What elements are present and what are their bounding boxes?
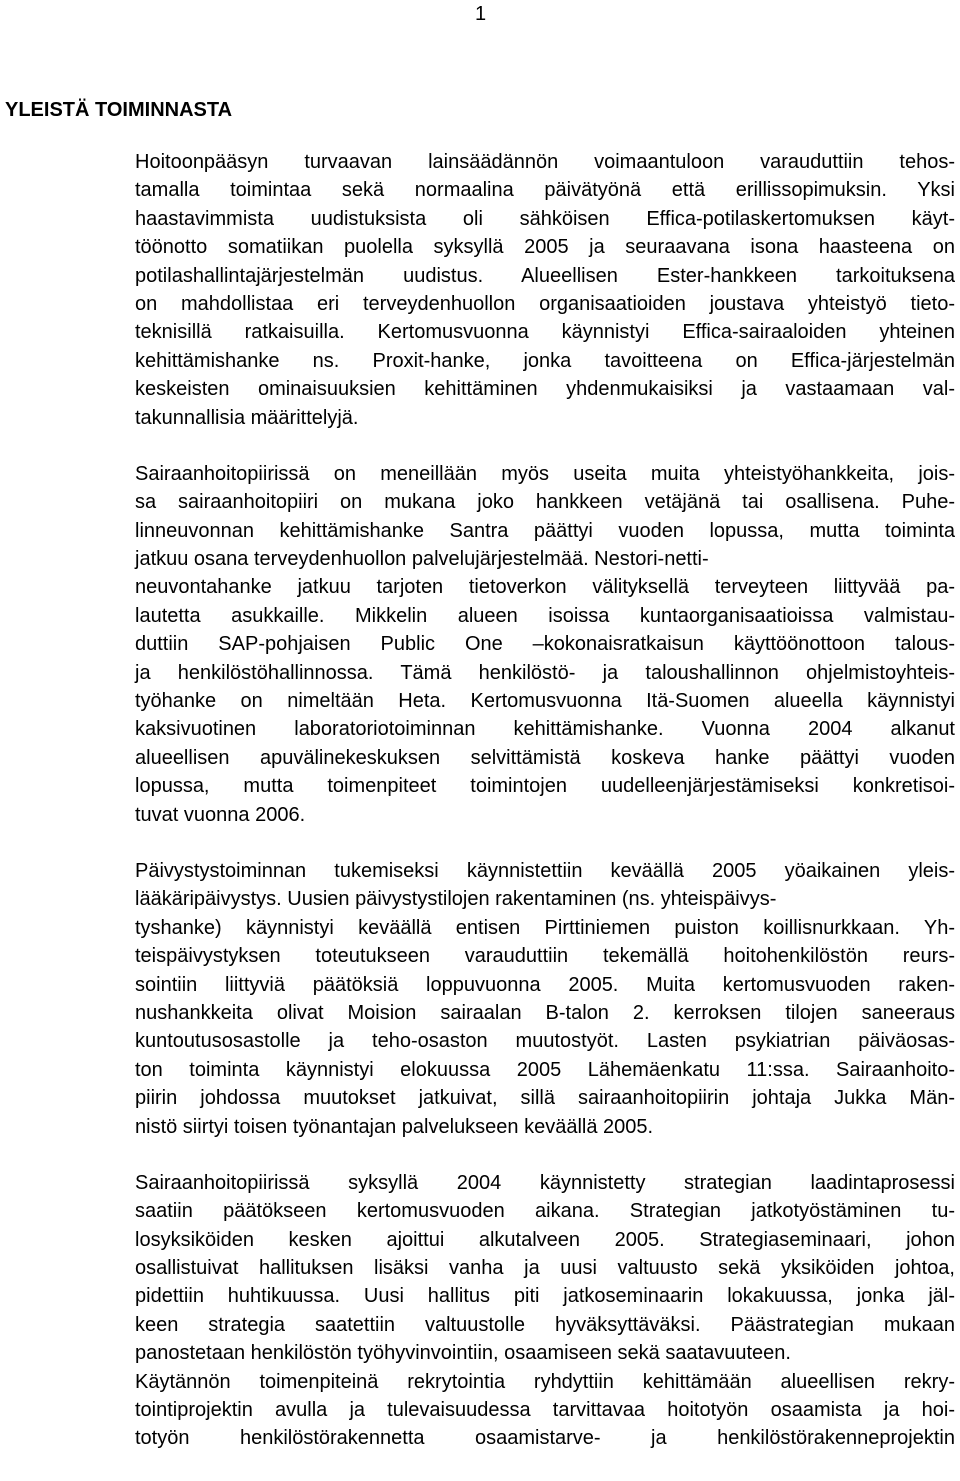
text-line: keskeisten ominaisuuksien kehittäminen yhdenmukaisiksi ja vastaamaan val- bbox=[135, 378, 955, 401]
text-line: lopussa, mutta toimenpiteet toimintojen uudelleenjärjestämiseksi konkretisoi- bbox=[135, 775, 955, 798]
paragraph-1 bbox=[135, 148, 955, 432]
section-heading: YLEISTÄ TOIMINNASTA bbox=[5, 99, 233, 121]
text-line: piirin johdossa muutokset jatkuivat, sillä sairaanhoitopiirin johtaja Jukka Män- bbox=[135, 1087, 955, 1110]
text-line: linneuvonnan kehittämishanke Santra päättyi vuoden lopussa, mutta toiminta bbox=[135, 519, 955, 542]
text-line: pidettiin huhtikuussa. Uusi hallitus piti jatkoseminaarin lokakuussa, jonka jäl- bbox=[135, 1285, 955, 1308]
paragraph-2 bbox=[135, 460, 955, 829]
text-line: nushankkeita olivat Moision sairaalan B-talon 2. kerroksen tilojen saneeraus bbox=[135, 1001, 955, 1024]
text-line: keen strategia saatettiin valtuustolle hyväksyttäväksi. Päästrategian mukaan bbox=[135, 1313, 955, 1336]
text-line: tointiprojektin avulla ja tulevaisuudessa tarvittavaa hoitotyön osaamista ja hoi- bbox=[135, 1399, 955, 1422]
text-line: tamalla toimintaa sekä normaalina päivätyönä että erillissopimuksin. Yksi bbox=[135, 179, 955, 202]
paragraph-4 bbox=[135, 1169, 955, 1453]
text-line: lääkäripäivystys. Uusien päivystystilojen rakentaminen (ns. yhteispäivys- bbox=[135, 888, 777, 911]
text-line: työhanke on nimeltään Heta. Kertomusvuonna Itä-Suomen alueella käynnistyi bbox=[135, 690, 955, 713]
text-line: töönotto somatiikan puolella syksyllä 2005 ja seuraavana isona haasteena on bbox=[135, 236, 955, 259]
text-line: takunnallisia määrittelyjä. bbox=[135, 406, 359, 429]
text-line: kuntoutusosastolle ja teho-osaston muutostyöt. Lasten psykiatrian päiväosas- bbox=[135, 1030, 955, 1053]
text-line: nistö siirtyi toisen työnantajan palvelukseen keväällä 2005. bbox=[135, 1115, 654, 1138]
text-line: tuvat vuonna 2006. bbox=[135, 803, 306, 826]
text-line: lautetta asukkaille. Mikkelin alueen isoissa kuntaorganisaatioissa valmistau- bbox=[135, 604, 955, 627]
text-line: Päivystystoiminnan tukemiseksi käynnistettiin keväällä 2005 yöaikainen yleis- bbox=[135, 859, 955, 882]
text-line: losyksiköiden kesken ajoittui alkutalveen 2005. Strategiaseminaari, johon bbox=[135, 1228, 955, 1251]
text-line: potilashallintajärjestelmän uudistus. Alueellisen Ester-hankkeen tarkoituksena bbox=[135, 264, 955, 287]
text-line: Sairaanhoitopiirissä syksyllä 2004 käynnistetty strategian laadintaprosessi bbox=[135, 1171, 955, 1194]
body-text bbox=[135, 148, 955, 1481]
text-line: sa sairaanhoitopiiri on mukana joko hankkeen vetäjänä tai osallisena. Puhe- bbox=[135, 491, 955, 514]
text-line: Sairaanhoitopiirissä on meneillään myös useita muita yhteistyöhankkeita, jois- bbox=[135, 462, 955, 485]
text-line: teispäivystyksen toteutukseen varauduttiin tekemällä hoitohenkilöstön reurs- bbox=[135, 945, 955, 968]
text-line: saatiin päätökseen kertomusvuoden aikana. Strategian jatkotyöstäminen tu- bbox=[135, 1200, 955, 1223]
text-line: ton toiminta käynnistyi elokuussa 2005 Lähemäenkatu 11:ssa. Sairaanhoito- bbox=[135, 1058, 955, 1081]
text-line: kaksivuotinen laboratoriotoiminnan kehittämishanke. Vuonna 2004 alkanut bbox=[135, 718, 955, 741]
text-line: osallistuivat hallituksen lisäksi vanha ja uusi valtuusto sekä yksiköiden johtoa, bbox=[135, 1257, 955, 1280]
text-line: panostetaan henkilöstön työhyvinvointiin, osaamiseen sekä saatavuuteen. bbox=[135, 1342, 791, 1365]
text-line: haastavimmista uudistuksista oli sähköisen Effica-potilaskertomuksen käyt- bbox=[135, 207, 955, 230]
text-line: kehittämishanke ns. Proxit-hanke, jonka tavoitteena on Effica-järjestelmän bbox=[135, 349, 955, 372]
text-line: neuvontahanke jatkuu tarjoten tietoverkon välityksellä terveyteen liittyvää pa- bbox=[135, 576, 955, 599]
text-line: sointiin liittyviä päätöksiä loppuvuonna 2005. Muita kertomusvuoden raken- bbox=[135, 973, 955, 996]
text-line: Käytännön toimenpiteinä rekrytointia ryhdyttiin kehittämään alueellisen rekry- bbox=[135, 1370, 955, 1393]
paragraph-3 bbox=[135, 857, 955, 1141]
text-line: alueellisen apuvälinekeskuksen selvittämistä koskeva hanke päättyi vuoden bbox=[135, 746, 955, 769]
page-number: 1 bbox=[475, 3, 487, 25]
text-line: totyön henkilöstörakennetta osaamistarve- ja henkilöstörakenneprojektin bbox=[135, 1427, 955, 1450]
text-line: ja henkilöstöhallinnossa. Tämä henkilöstö- ja taloushallinnon ohjelmistoyhteis- bbox=[135, 661, 955, 684]
text-line: duttiin SAP-pohjaisen Public One –kokonaisratkaisun käyttöönottoon talous- bbox=[135, 633, 955, 656]
text-line: teknisillä ratkaisuilla. Kertomusvuonna käynnistyi Effica-sairaaloiden yhteinen bbox=[135, 321, 955, 344]
text-line: Hoitoonpääsyn turvaavan lainsäädännön voimaantuloon varauduttiin tehos- bbox=[135, 151, 955, 173]
text-line: on mahdollistaa eri terveydenhuollon organisaatioiden joustava yhteistyö tieto- bbox=[135, 292, 955, 315]
text-line: jatkuu osana terveydenhuollon palvelujärjestelmää. Nestori-netti- bbox=[135, 548, 709, 571]
text-line: tyshanke) käynnistyi keväällä entisen Pirttiniemen puiston koillisnurkkaan. Yh- bbox=[135, 916, 955, 939]
